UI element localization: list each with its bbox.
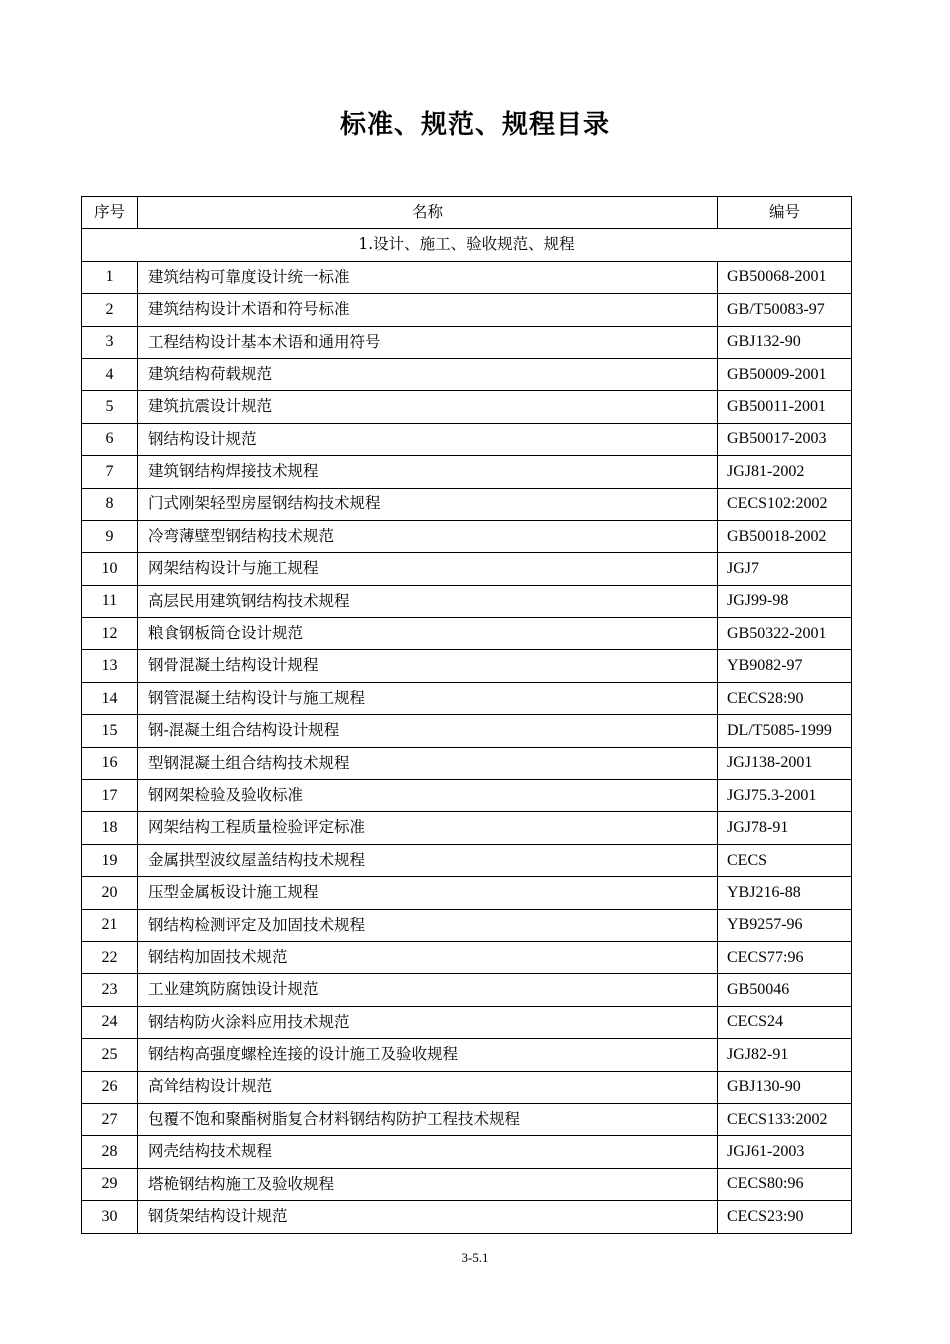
row-name: 钢-混凝土组合结构设计规程 — [138, 715, 718, 747]
section-title: 1.设计、施工、验收规范、规程 — [82, 229, 852, 261]
row-number: 22 — [82, 941, 138, 973]
row-name: 高层民用建筑钢结构技术规程 — [138, 585, 718, 617]
table-row — [82, 423, 852, 455]
table-row — [82, 618, 852, 650]
table-row — [82, 488, 852, 520]
row-number: 2 — [82, 294, 138, 326]
standards-table — [81, 196, 852, 1234]
header-name: 名称 — [138, 197, 718, 229]
row-name: 粮食钢板筒仓设计规范 — [138, 618, 718, 650]
row-code: JGJ7 — [718, 553, 852, 585]
row-number: 16 — [82, 747, 138, 779]
row-name: 钢管混凝土结构设计与施工规程 — [138, 682, 718, 714]
row-code: CECS23:90 — [718, 1201, 852, 1233]
row-number: 24 — [82, 1006, 138, 1038]
row-number: 9 — [82, 520, 138, 552]
row-number: 19 — [82, 844, 138, 876]
row-number: 7 — [82, 456, 138, 488]
table-row — [82, 909, 852, 941]
table-row — [82, 261, 852, 293]
row-code: JGJ138-2001 — [718, 747, 852, 779]
page-number: 3-5.1 — [461, 1250, 489, 1265]
table-row — [82, 1039, 852, 1071]
row-name: 冷弯薄壁型钢结构技术规范 — [138, 520, 718, 552]
row-code: CECS133:2002 — [718, 1103, 852, 1135]
row-name: 塔桅钢结构施工及验收规程 — [138, 1168, 718, 1200]
row-name: 建筑钢结构焊接技术规程 — [138, 456, 718, 488]
row-number: 30 — [82, 1201, 138, 1233]
table-row — [82, 1006, 852, 1038]
row-code: YB9257-96 — [718, 909, 852, 941]
row-number: 15 — [82, 715, 138, 747]
row-code: YB9082-97 — [718, 650, 852, 682]
row-name: 钢结构防火涂料应用技术规范 — [138, 1006, 718, 1038]
row-number: 29 — [82, 1168, 138, 1200]
row-name: 压型金属板设计施工规程 — [138, 877, 718, 909]
row-name: 建筑结构可靠度设计统一标准 — [138, 261, 718, 293]
header-code: 编号 — [718, 197, 852, 229]
row-code: GB50017-2003 — [718, 423, 852, 455]
table-row — [82, 682, 852, 714]
header-num: 序号 — [82, 197, 138, 229]
table-row — [82, 520, 852, 552]
table-row — [82, 877, 852, 909]
row-number: 14 — [82, 682, 138, 714]
table-row — [82, 1071, 852, 1103]
table-row — [82, 585, 852, 617]
row-number: 18 — [82, 812, 138, 844]
row-name: 金属拱型波纹屋盖结构技术规程 — [138, 844, 718, 876]
row-name: 钢网架检验及验收标准 — [138, 780, 718, 812]
row-number: 28 — [82, 1136, 138, 1168]
row-number: 26 — [82, 1071, 138, 1103]
row-code: CECS28:90 — [718, 682, 852, 714]
row-name: 网架结构工程质量检验评定标准 — [138, 812, 718, 844]
table-row — [82, 1136, 852, 1168]
table-row — [82, 747, 852, 779]
row-code: JGJ82-91 — [718, 1039, 852, 1071]
row-number: 13 — [82, 650, 138, 682]
table-row — [82, 1103, 852, 1135]
row-name: 钢结构设计规范 — [138, 423, 718, 455]
row-code: GB/T50083-97 — [718, 294, 852, 326]
row-code: JGJ99-98 — [718, 585, 852, 617]
row-code: GBJ130-90 — [718, 1071, 852, 1103]
row-code: GB50011-2001 — [718, 391, 852, 423]
row-number: 21 — [82, 909, 138, 941]
row-code: GB50009-2001 — [718, 358, 852, 390]
row-name: 网架结构设计与施工规程 — [138, 553, 718, 585]
row-name: 钢骨混凝土结构设计规程 — [138, 650, 718, 682]
table-row — [82, 1168, 852, 1200]
table-row — [82, 715, 852, 747]
row-code: GB50046 — [718, 974, 852, 1006]
table-row — [82, 974, 852, 1006]
row-name: 钢结构高强度螺栓连接的设计施工及验收规程 — [138, 1039, 718, 1071]
row-code: GBJ132-90 — [718, 326, 852, 358]
table-row — [82, 1201, 852, 1233]
row-name: 建筑抗震设计规范 — [138, 391, 718, 423]
row-number: 10 — [82, 553, 138, 585]
row-code: JGJ61-2003 — [718, 1136, 852, 1168]
row-number: 6 — [82, 423, 138, 455]
table-row — [82, 294, 852, 326]
row-code: CECS — [718, 844, 852, 876]
row-number: 25 — [82, 1039, 138, 1071]
section-row — [82, 229, 852, 261]
row-number: 5 — [82, 391, 138, 423]
table-row — [82, 391, 852, 423]
row-name: 工程结构设计基本术语和通用符号 — [138, 326, 718, 358]
table-row — [82, 812, 852, 844]
table-row — [82, 650, 852, 682]
row-name: 高耸结构设计规范 — [138, 1071, 718, 1103]
row-code: JGJ75.3-2001 — [718, 780, 852, 812]
row-number: 27 — [82, 1103, 138, 1135]
row-number: 20 — [82, 877, 138, 909]
table-row — [82, 456, 852, 488]
row-number: 3 — [82, 326, 138, 358]
row-name: 型钢混凝土组合结构技术规程 — [138, 747, 718, 779]
row-name: 门式刚架轻型房屋钢结构技术规程 — [138, 488, 718, 520]
row-code: CECS77:96 — [718, 941, 852, 973]
page-title: 标准、规范、规程目录 — [339, 110, 610, 140]
row-code: GB50068-2001 — [718, 261, 852, 293]
row-code: GB50018-2002 — [718, 520, 852, 552]
row-code: CECS102:2002 — [718, 488, 852, 520]
table-row — [82, 326, 852, 358]
row-name: 网壳结构技术规程 — [138, 1136, 718, 1168]
row-name: 钢结构检测评定及加固技术规程 — [138, 909, 718, 941]
row-number: 4 — [82, 358, 138, 390]
table-row — [82, 941, 852, 973]
row-number: 12 — [82, 618, 138, 650]
row-code: JGJ78-91 — [718, 812, 852, 844]
row-number: 8 — [82, 488, 138, 520]
row-code: DL/T5085-1999 — [718, 715, 852, 747]
row-code: JGJ81-2002 — [718, 456, 852, 488]
row-number: 17 — [82, 780, 138, 812]
table-header-row — [82, 197, 852, 229]
row-number: 11 — [82, 585, 138, 617]
row-name: 工业建筑防腐蚀设计规范 — [138, 974, 718, 1006]
row-code: CECS24 — [718, 1006, 852, 1038]
row-name: 钢货架结构设计规范 — [138, 1201, 718, 1233]
table-row — [82, 553, 852, 585]
row-name: 建筑结构设计术语和符号标准 — [138, 294, 718, 326]
row-code: GB50322-2001 — [718, 618, 852, 650]
table-row — [82, 844, 852, 876]
row-code: CECS80:96 — [718, 1168, 852, 1200]
row-name: 包覆不饱和聚酯树脂复合材料钢结构防护工程技术规程 — [138, 1103, 718, 1135]
row-code: YBJ216-88 — [718, 877, 852, 909]
row-name: 钢结构加固技术规范 — [138, 941, 718, 973]
table-row — [82, 780, 852, 812]
row-number: 1 — [82, 261, 138, 293]
row-number: 23 — [82, 974, 138, 1006]
table-row — [82, 358, 852, 390]
row-name: 建筑结构荷载规范 — [138, 358, 718, 390]
